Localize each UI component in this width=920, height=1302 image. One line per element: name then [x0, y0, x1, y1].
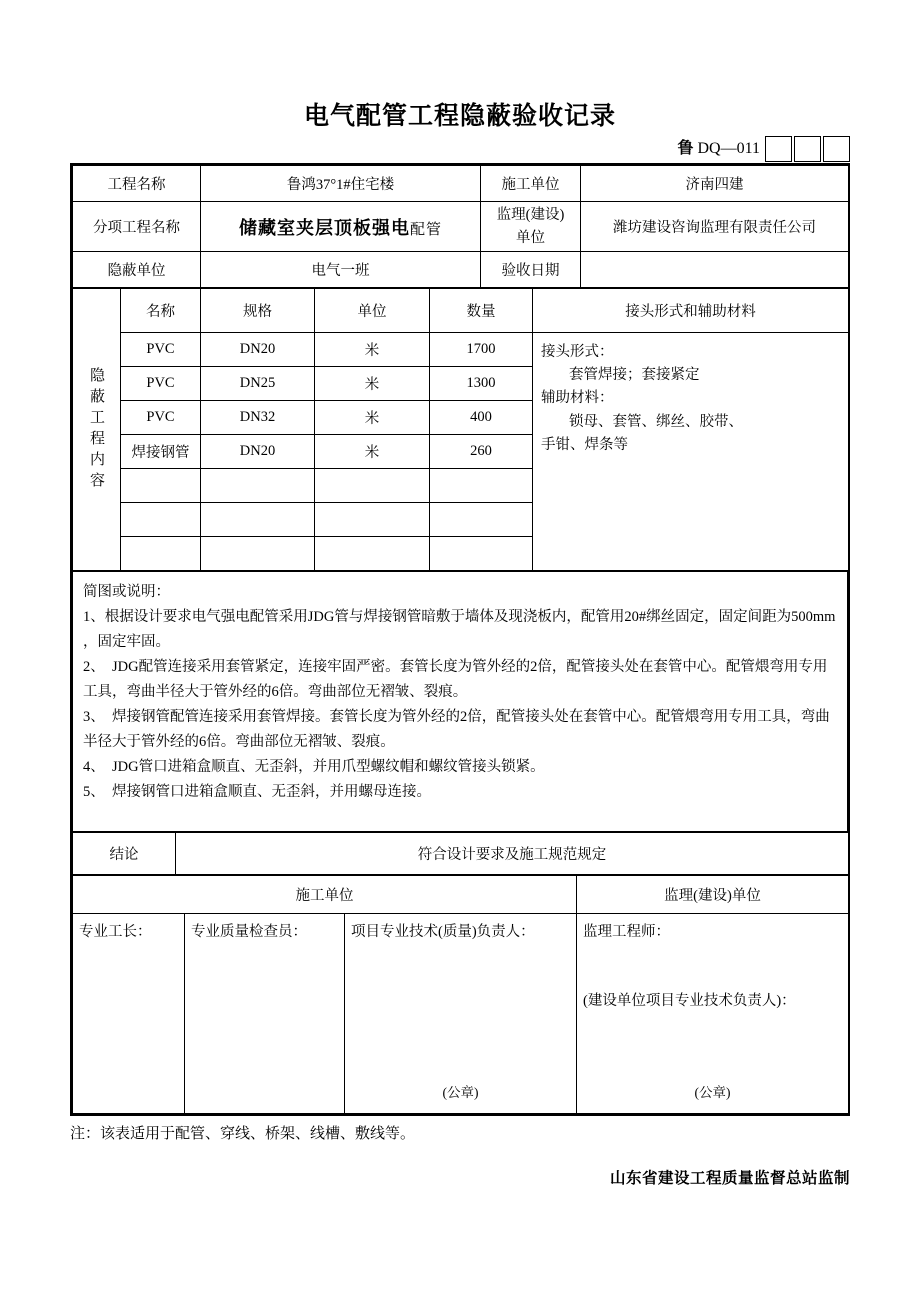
vertical-label-text: 隐蔽工程内容 — [88, 366, 104, 493]
note-item: 2、 JDG配管连接采用套管紧定，连接牢固严密。套管长度为管外经的2倍，配管接头处在套管中心。配管煨弯用专用工具，弯曲半径大于管外经的6倍。弯曲部位无褶皱、裂痕。 — [83, 658, 828, 700]
conclusion-value[interactable]: 符合设计要求及施工规范规定 — [176, 833, 849, 875]
material-qty[interactable] — [430, 537, 533, 571]
project-tech-manager-label: 项目专业技术(质量)负责人： — [351, 924, 535, 940]
column-header-qty: 数量 — [430, 289, 533, 333]
material-qty[interactable]: 260 — [430, 435, 533, 469]
joint-form-label: 接头形式： — [541, 344, 614, 360]
note-item: 1、根据设计要求电气强电配管采用JDG管与焊接钢管暗敷于墙体及现浇板内，配管用20#绑丝固定，固定间距为500mm ，固定牢固。 — [83, 608, 836, 650]
foreman-label: 专业工长： — [79, 924, 152, 940]
footer-note: 注：该表适用于配管、穿线、桥架、线槽、敷线等。 — [70, 1126, 416, 1142]
materials-header-row — [73, 289, 849, 333]
signature-header-row — [73, 876, 849, 914]
material-name[interactable] — [121, 469, 201, 503]
form-code-box[interactable] — [794, 136, 821, 162]
subitem-name-value[interactable] — [201, 202, 481, 252]
supervision-unit-label-line2: 单位 — [516, 229, 545, 246]
notes-heading: 简图或说明： — [83, 584, 170, 600]
material-unit[interactable] — [315, 537, 430, 571]
seal-construction: (公章) — [442, 1085, 479, 1100]
material-spec[interactable]: DN32 — [201, 401, 315, 435]
project-tech-manager-field[interactable] — [345, 914, 577, 1114]
form-code-value: DQ—011 — [697, 140, 760, 157]
supervisor-engineer-label: 监理工程师： — [583, 924, 671, 940]
foreman-field[interactable] — [73, 914, 185, 1114]
material-unit[interactable]: 米 — [315, 401, 430, 435]
column-header-unit: 单位 — [315, 289, 430, 333]
material-name[interactable] — [121, 537, 201, 571]
subitem-name-label: 分项工程名称 — [73, 202, 201, 252]
material-spec[interactable]: DN20 — [201, 333, 315, 367]
signature-construction-unit-header: 施工单位 — [73, 876, 577, 914]
column-header-spec: 规格 — [201, 289, 315, 333]
form-code-box[interactable] — [765, 136, 792, 162]
quality-inspector-label: 专业质量检查员： — [191, 924, 307, 940]
supervision-unit-label-line1: 监理(建设) — [496, 207, 565, 224]
material-name[interactable]: PVC — [121, 333, 201, 367]
seal-supervision: (公章) — [694, 1085, 731, 1100]
header-info-table — [72, 165, 849, 288]
material-name[interactable]: PVC — [121, 401, 201, 435]
material-spec[interactable] — [201, 537, 315, 571]
table-row — [73, 166, 849, 202]
material-spec[interactable]: DN25 — [201, 367, 315, 401]
signature-spacer — [583, 941, 842, 989]
column-header-joint: 接头形式和辅助材料 — [533, 289, 849, 333]
joint-form-value: 套管焊接；套接紧定 — [569, 367, 700, 384]
material-spec[interactable] — [201, 503, 315, 537]
quality-inspector-field[interactable] — [185, 914, 345, 1114]
subitem-name-bold: 储藏室夹层顶板强电 — [238, 217, 410, 238]
column-header-name: 名称 — [121, 289, 201, 333]
footer-organization: 山东省建设工程质量监督总站监制 — [609, 1170, 850, 1187]
concealed-unit-value[interactable]: 电气一班 — [201, 252, 481, 288]
supervision-unit-value[interactable]: 潍坊建设咨询监理有限责任公司 — [581, 202, 849, 252]
material-name[interactable]: PVC — [121, 367, 201, 401]
material-name[interactable] — [121, 503, 201, 537]
concealed-content-table — [72, 288, 849, 571]
aux-material-label: 辅助材料： — [541, 390, 614, 407]
material-unit[interactable]: 米 — [315, 367, 430, 401]
table-row — [73, 572, 848, 832]
acceptance-date-label: 验收日期 — [481, 252, 581, 288]
material-qty[interactable]: 400 — [430, 401, 533, 435]
form-code-row — [0, 132, 850, 162]
note-item: 3、 焊接钢管配管连接采用套管焊接。套管长度为管外经的2倍，配管接头处在套管中心。配管煨弯用专用工具，弯曲半径大于管外经的6倍。弯曲部位无褶皱、裂痕。 — [83, 708, 830, 750]
table-row — [73, 252, 849, 288]
acceptance-date-value[interactable] — [581, 252, 849, 288]
supervisor-sub-label: (建设单位项目专业技术负责人)： — [583, 993, 796, 1009]
main-form-frame — [70, 163, 850, 1116]
note-item: 4、 JDG管口进箱盒顺直、无歪斜，并用爪型螺纹帽和螺纹管接头锁紧。 — [83, 758, 545, 775]
material-qty[interactable]: 1700 — [430, 333, 533, 367]
subitem-name-light: 配管 — [409, 221, 442, 238]
table-row — [73, 833, 849, 875]
table-row — [73, 202, 849, 252]
material-qty[interactable]: 1300 — [430, 367, 533, 401]
concealed-unit-label: 隐蔽单位 — [73, 252, 201, 288]
project-name-label: 工程名称 — [73, 166, 201, 202]
construction-unit-value[interactable]: 济南四建 — [581, 166, 849, 202]
joint-and-aux-material-cell[interactable] — [533, 333, 849, 571]
form-code-boxes — [763, 136, 850, 162]
material-unit[interactable] — [315, 469, 430, 503]
signature-table — [72, 875, 849, 1114]
concealed-content-vertical-label — [73, 289, 121, 571]
note-item: 5、 焊接钢管口进箱盒顺直、无歪斜，并用螺母连接。 — [83, 783, 431, 800]
conclusion-label: 结论 — [73, 833, 176, 875]
form-code-prefix: 鲁 — [677, 140, 694, 157]
material-qty[interactable] — [430, 503, 533, 537]
aux-material-value-line2: 手钳、焊条等 — [541, 436, 628, 453]
material-unit[interactable]: 米 — [315, 435, 430, 469]
form-code-box[interactable] — [823, 136, 850, 162]
signature-body-row — [73, 914, 849, 1114]
material-unit[interactable]: 米 — [315, 333, 430, 367]
material-spec[interactable]: DN20 — [201, 435, 315, 469]
conclusion-table — [72, 832, 849, 875]
material-spec[interactable] — [201, 469, 315, 503]
project-name-value[interactable]: 鲁鸿37°1#住宅楼 — [201, 166, 481, 202]
supervisor-engineer-field[interactable] — [577, 914, 849, 1114]
form-code-label — [677, 136, 760, 162]
material-qty[interactable] — [430, 469, 533, 503]
notes-cell[interactable] — [73, 572, 848, 832]
construction-unit-label: 施工单位 — [481, 166, 581, 202]
material-name[interactable]: 焊接钢管 — [121, 435, 201, 469]
table-row — [73, 333, 849, 367]
material-unit[interactable] — [315, 503, 430, 537]
aux-material-value: 锁母、套管、绑丝、胶带、 — [569, 413, 743, 430]
signature-supervision-unit-header: 监理(建设)单位 — [577, 876, 849, 914]
notes-table — [72, 571, 848, 832]
page-title: 电气配管工程隐蔽验收记录 — [303, 102, 616, 130]
supervision-unit-label — [481, 202, 581, 252]
